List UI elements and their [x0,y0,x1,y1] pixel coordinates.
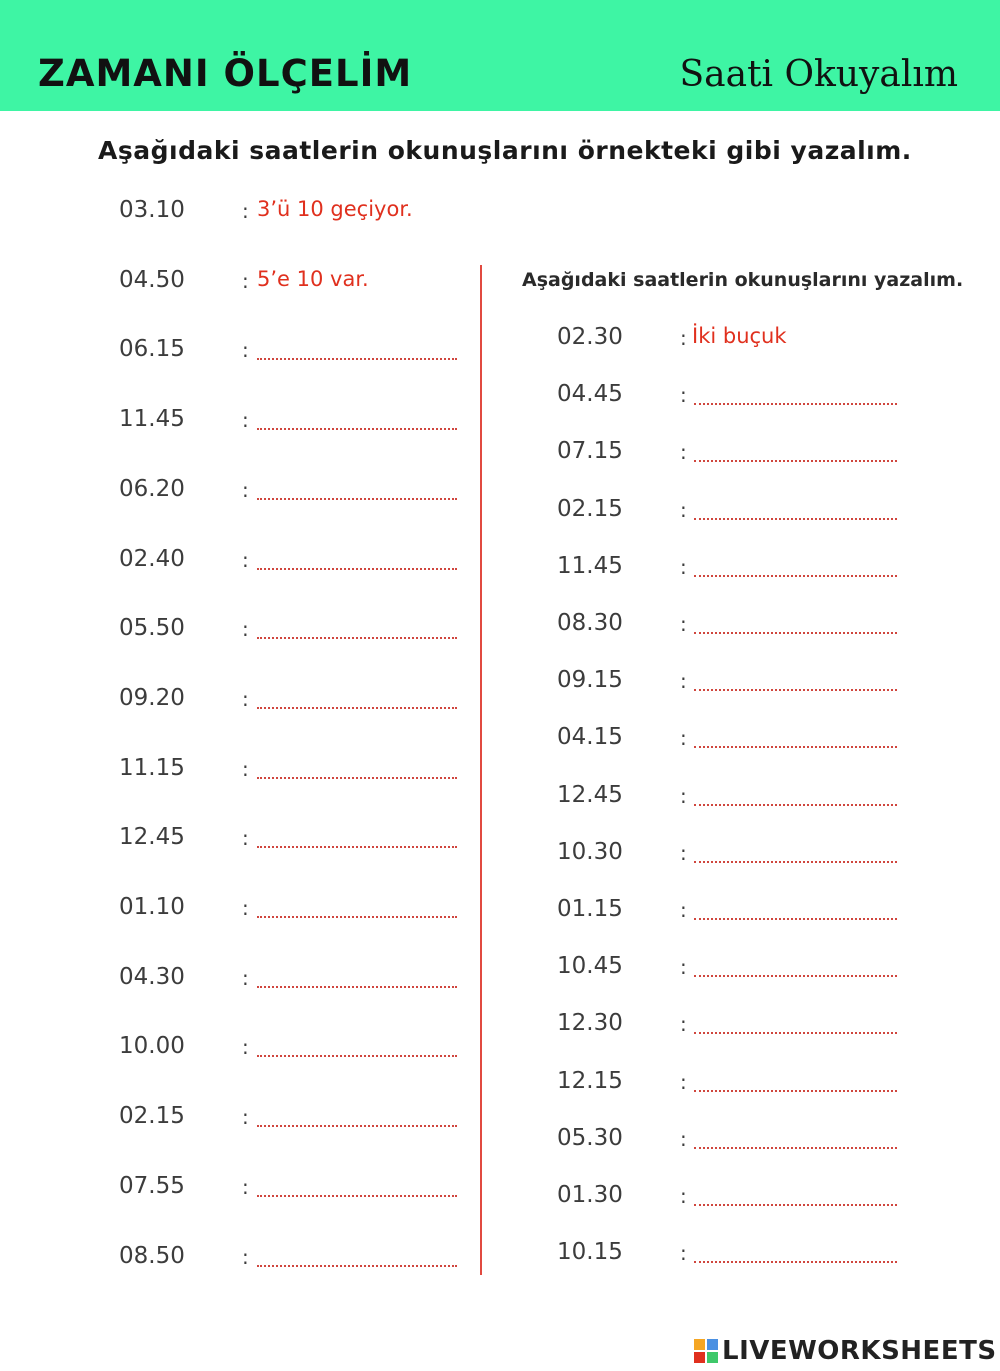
answer-blank-line[interactable] [694,689,897,691]
answer-blank-line[interactable] [257,568,457,570]
time-row [119,197,479,231]
time-value: 08.50 [119,1242,185,1269]
time-row [557,782,917,816]
separator-colon: : [242,1105,249,1130]
separator-colon: : [242,268,249,293]
time-value: 10.30 [557,838,623,865]
time-row [119,1243,479,1277]
time-row [119,267,479,301]
separator-colon: : [680,783,687,808]
separator-colon: : [680,898,687,922]
separator-colon: : [242,1244,249,1269]
time-value: 11.45 [557,552,623,579]
time-row [119,476,479,510]
logo-block [694,1352,705,1363]
answer-blank-line[interactable] [257,707,457,709]
separator-colon: : [242,338,249,363]
time-row [557,553,917,587]
separator-colon: : [680,326,687,350]
separator-colon: : [680,955,687,980]
time-row [119,406,479,440]
time-value: 12.45 [119,824,185,851]
time-value: 04.30 [119,963,185,990]
time-value: 04.50 [119,266,185,293]
separator-colon: : [680,1241,687,1266]
separator-colon: : [242,1035,249,1060]
time-row [119,964,479,998]
time-row [119,755,479,789]
time-value: 10.00 [119,1033,185,1060]
separator-colon: : [680,669,687,694]
separator-colon: : [242,199,249,223]
time-row [119,1173,479,1207]
separator-colon: : [242,1174,249,1199]
time-value: 12.45 [557,781,623,808]
time-row [119,336,479,370]
time-value: 04.45 [557,381,623,408]
answer-blank-line[interactable] [694,975,897,977]
time-row [557,1125,917,1159]
separator-colon: : [680,497,687,522]
answer-blank-line[interactable] [257,777,457,779]
time-row [557,324,917,358]
answer-blank-line[interactable] [257,358,457,360]
main-instruction: Aşağıdaki saatlerin okunuşlarını örnekteki gibi yazalım. [98,136,912,165]
answer-blank-line[interactable] [694,1032,897,1034]
separator-colon: : [680,726,687,751]
logo-block [707,1339,718,1350]
worksheet-title: ZAMANI ÖLÇELİM [38,52,413,95]
time-value: 12.15 [557,1067,623,1094]
time-row [119,1033,479,1067]
time-value: 01.10 [119,894,185,920]
separator-colon: : [680,440,687,465]
time-value: 09.15 [557,667,623,694]
time-value: 03.10 [119,197,185,223]
separator-colon: : [242,686,249,711]
time-value: 12.30 [557,1010,623,1037]
time-row [557,839,917,873]
separator-colon: : [680,612,687,636]
liveworksheets-logo-icon [694,1339,718,1363]
time-value: 02.15 [119,1103,185,1130]
answer-blank-line[interactable] [257,1265,457,1267]
answer-blank-line[interactable] [694,861,897,863]
footer-brand [694,1334,997,1368]
separator-colon: : [680,1012,687,1037]
separator-colon: : [242,547,249,572]
answer-blank-line[interactable] [694,1261,897,1263]
example-answer: 3’ü 10 geçiyor. [257,197,413,221]
separator-colon: : [242,477,249,502]
time-row [557,381,917,415]
separator-colon: : [242,896,249,920]
time-value: 01.30 [557,1182,623,1208]
answer-blank-line[interactable] [694,1204,897,1206]
answer-blank-line[interactable] [257,428,457,430]
answer-blank-line[interactable] [694,1090,897,1092]
time-row [557,1010,917,1044]
time-row [119,546,479,580]
separator-colon: : [242,965,249,990]
time-row [557,1182,917,1216]
separator-colon: : [242,826,249,851]
time-row [557,438,917,472]
footer-brand-text: LIVEWORKSHEETS [722,1336,997,1366]
answer-blank-line[interactable] [257,1125,457,1127]
time-row [557,667,917,701]
answer-blank-line[interactable] [257,846,457,848]
answer-blank-line[interactable] [694,403,897,405]
time-value: 01.15 [557,896,623,922]
header-banner [0,0,1000,111]
time-value: 08.30 [557,610,623,636]
time-row [119,685,479,719]
separator-colon: : [680,554,687,579]
time-row [557,1068,917,1102]
time-value: 02.40 [119,545,185,572]
time-row [119,615,479,649]
answer-blank-line[interactable] [694,1147,897,1149]
time-row [557,496,917,530]
time-row [557,953,917,987]
time-value: 11.15 [119,754,185,781]
time-value: 09.20 [119,684,185,711]
separator-colon: : [242,617,249,642]
answer-blank-line[interactable] [694,804,897,806]
example-answer: İki buçuk [692,324,787,348]
example-answer: 5’e 10 var. [257,266,369,291]
answer-blank-line[interactable] [694,632,897,634]
time-value: 05.30 [557,1124,623,1151]
separator-colon: : [680,1184,687,1208]
time-value: 11.45 [119,406,185,433]
time-value: 04.15 [557,724,623,751]
separator-colon: : [680,383,687,408]
right-instruction: Aşağıdaki saatlerin okunuşlarını yazalım. [522,269,964,291]
answer-blank-line[interactable] [257,498,457,500]
time-row [557,724,917,758]
answer-blank-line[interactable] [257,986,457,988]
time-row [557,896,917,930]
time-row [119,824,479,858]
answer-blank-line[interactable] [257,637,457,639]
logo-block [707,1352,718,1363]
answer-blank-line[interactable] [694,460,897,462]
answer-blank-line[interactable] [694,746,897,748]
time-value: 02.15 [557,495,623,522]
answer-blank-line[interactable] [694,575,897,577]
time-value: 06.15 [119,336,185,363]
separator-colon: : [242,756,249,781]
separator-colon: : [680,1069,687,1094]
time-row [557,1239,917,1273]
column-divider [480,265,482,1275]
answer-blank-line[interactable] [694,918,897,920]
logo-block [694,1339,705,1350]
time-row [119,1103,479,1137]
time-value: 10.15 [557,1239,623,1266]
answer-blank-line[interactable] [257,1055,457,1057]
time-row [557,610,917,644]
time-row [119,894,479,928]
separator-colon: : [680,1126,687,1151]
separator-colon: : [242,408,249,433]
worksheet-subtitle: Saati Okuyalım [679,54,958,95]
time-value: 02.30 [557,324,623,350]
time-value: 10.45 [557,953,623,980]
time-value: 07.15 [557,438,623,465]
time-value: 06.20 [119,475,185,502]
answer-blank-line[interactable] [257,1195,457,1197]
answer-blank-line[interactable] [257,916,457,918]
time-value: 07.55 [119,1172,185,1199]
answer-blank-line[interactable] [694,518,897,520]
time-value: 05.50 [119,615,185,642]
separator-colon: : [680,840,687,865]
